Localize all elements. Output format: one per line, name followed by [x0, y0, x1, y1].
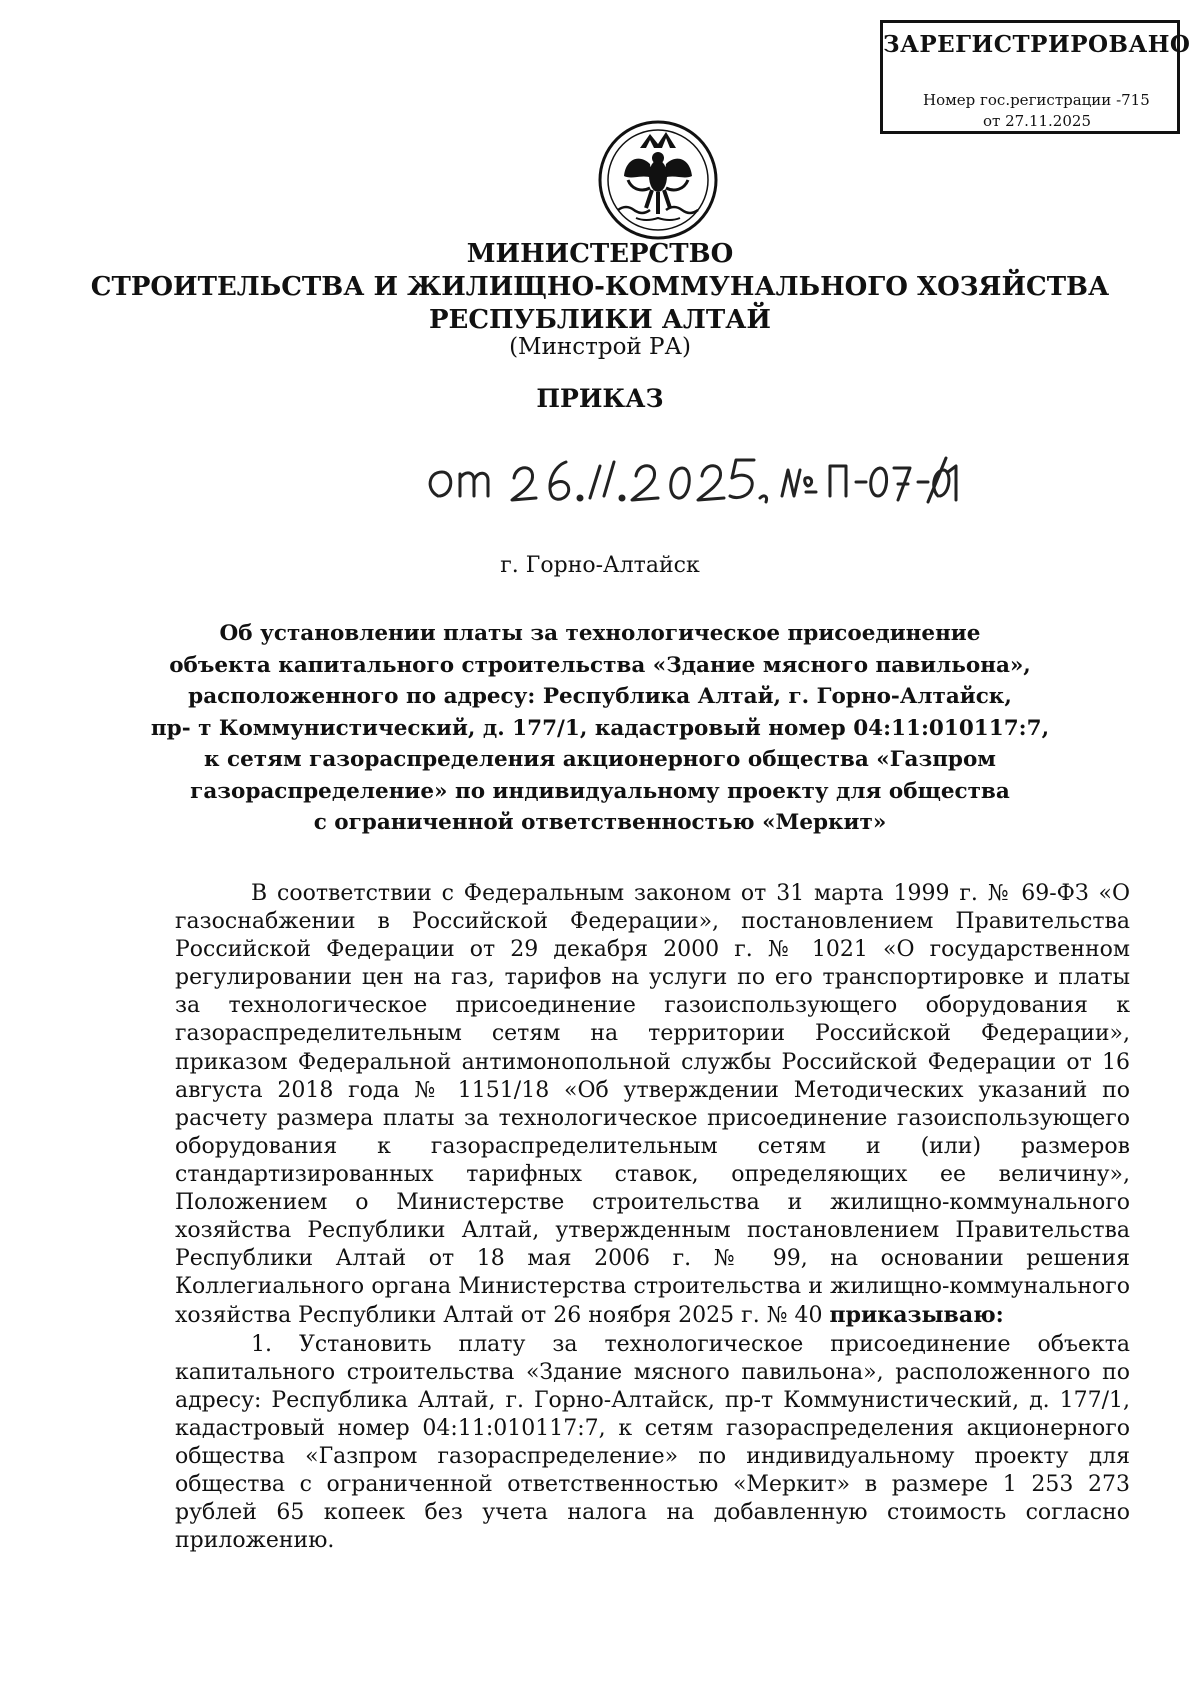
coat-of-arms-emblem — [596, 118, 720, 242]
title-line: расположенного по адресу: Республика Алтай, г. Горно-Алтайск, — [188, 684, 1012, 709]
title-line: объекта капитального строительства «Здание мясного павильона», — [169, 652, 1031, 678]
preamble-paragraph — [175, 880, 1130, 1331]
preamble-text: В соответствии с Федеральным законом от 31 марта 1999 г. № 69-ФЗ «О газоснабжении в Российской Федерации», постановлением Правительства Российской Федерации от 29 декабря 2000 г. № 1021 «О государственном регулировании цен на газ, тарифов на услуги по его транспортировке и платы за технологическое присоединение газоиспользующего оборудования к газораспределительным сетям на территории Российской Федерации», приказом Федеральной антимонопольной службы Российской Федерации от 16 августа 2018 года № 1151/18 «Об утверждении Методических указаний по расчету размера платы за технологическое присоединение газоиспользующего оборудования к газораспределительным сетям и (или) размеров стандартизированных тарифных ставок, определяющих ее величину», Положением о Министерстве строительства и жилищно-коммунального хозяйства Республики Алтай, утвержденным постановлением Правительства Республики Алтай от 18 мая 2006 г. № 99, на основании решения Коллегиального органа Министерства строительства и жилищно-коммунального хозяйства Республики Алтай от 26 ноября 2025 г. № 40 — [175, 881, 1130, 1329]
stamp-registration-number: Номер гос.регистрации -715 — [923, 91, 1150, 109]
stamp-title: ЗАРЕГИСТРИРОВАНО — [883, 31, 1191, 58]
document-type: ПРИКАЗ — [536, 384, 664, 413]
title-line: с ограниченной ответственностью «Меркит» — [313, 810, 887, 835]
decree-word: приказываю: — [829, 1302, 1004, 1329]
title-line: Об установлении платы за технологическое присоединение — [219, 621, 981, 646]
ministry-line-1: МИНИСТЕРСТВО — [466, 239, 734, 269]
order-title — [0, 618, 1200, 839]
order-body — [175, 880, 1130, 1555]
title-line: газораспределение» по индивидуальному проекту для общества — [190, 778, 1010, 804]
handwritten-order-number — [420, 438, 960, 518]
city: г. Горно-Алтайск — [500, 553, 700, 578]
title-line: к сетям газораспределения акционерного общества «Газпром — [204, 747, 996, 772]
registration-stamp — [880, 20, 1191, 134]
ministry-short-name: (Минстрой РА) — [509, 334, 691, 360]
ministry-line-3: РЕСПУБЛИКИ АЛТАЙ — [428, 305, 771, 335]
ministry-line-2: СТРОИТЕЛЬСТВА И ЖИЛИЩНО-КОММУНАЛЬНОГО ХОЗЯЙСТВА — [90, 272, 1110, 302]
stamp-registration-date: от 27.11.2025 — [983, 112, 1091, 130]
title-line: пр- т Коммунистический, д. 177/1, кадастровый номер 04:11:010117:7, — [150, 715, 1050, 741]
ministry-name — [0, 238, 1200, 337]
item-1-paragraph: 1. Установить плату за технологическое присоединение объекта капитального строительства «Здание мясного павильона», расположенного по адресу: Республика Алтай, г. Горно-Алтайск, пр-т Коммунистический, д. 177/1, кадастровый номер 04:11:010117:7, к сетям газораспределения акционерного общества «Газпром газораспределение» по индивидуальному проекту для общества с ограниченной ответственностью «Меркит» в размере 1 253 273 рублей 65 копеек без учета налога на добавленную стоимость согласно приложению. — [175, 1331, 1130, 1554]
